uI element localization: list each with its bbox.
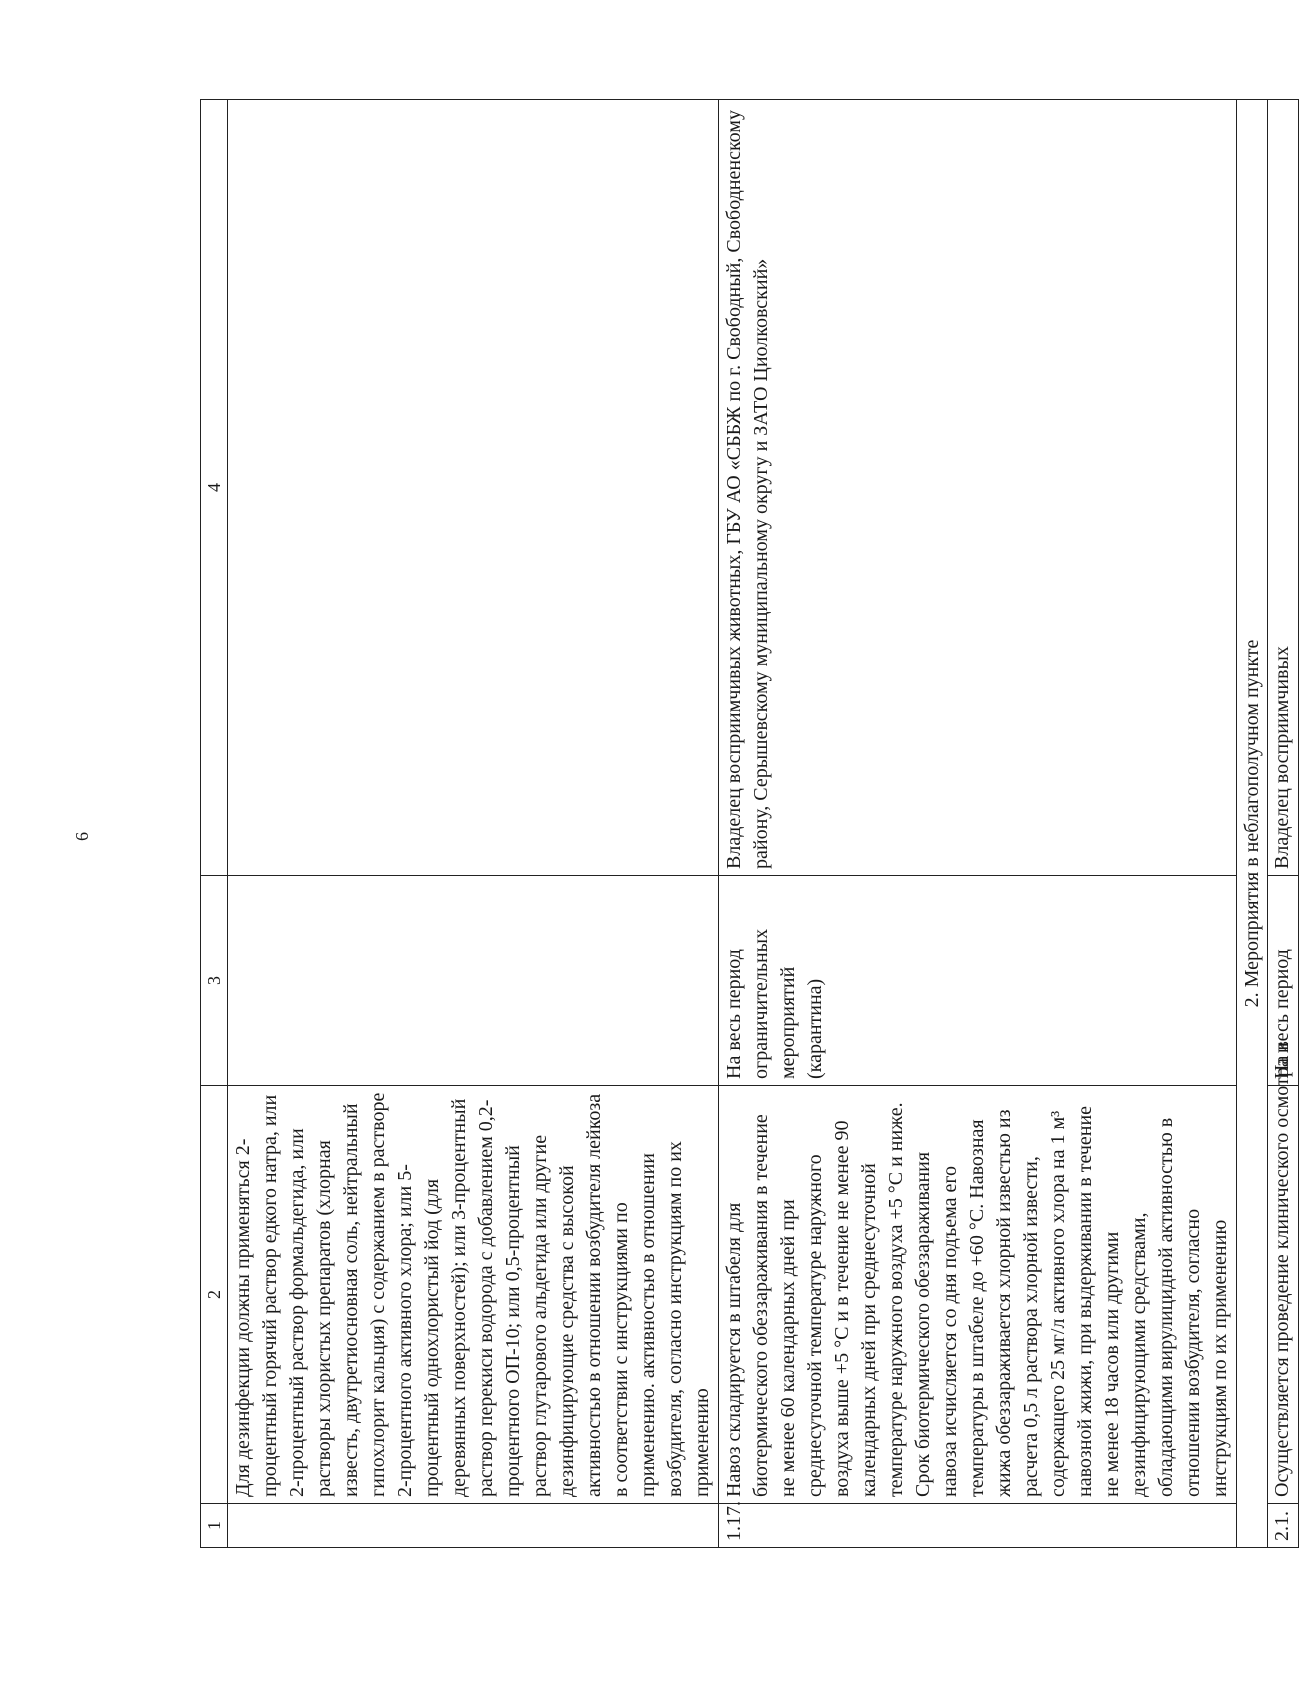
- responsible-text: Владелец восприимчивых: [1268, 100, 1299, 876]
- measures-table: [200, 99, 1299, 1548]
- responsible-text: Владелец восприимчивых животных, ГБУ АО «СББЖ по г. Свободный, Свободненскому району, Серышевскому муниципальному округу и ЗАТО Циолковский»: [719, 100, 1237, 876]
- row-number: [228, 1504, 719, 1548]
- measure-text: Осуществляется проведение клинического осмотра и: [1268, 1086, 1299, 1504]
- table-row: [1268, 100, 1299, 1548]
- section-row: [1237, 100, 1268, 1548]
- term-text: На весь период ограничительных мероприятий (карантина): [719, 876, 1237, 1086]
- header-col-2: 2: [201, 1086, 228, 1504]
- term-text: [228, 876, 719, 1086]
- document-table-rotated: [200, 100, 1293, 1548]
- page-number: 6: [72, 832, 92, 841]
- table-row: [719, 100, 1237, 1548]
- section-title: 2. Мероприятия в неблагополучном пункте: [1237, 100, 1268, 1548]
- row-number: 1.17.: [719, 1504, 1237, 1548]
- measure-text: Для дезинфекции должны применяться 2-процентный горячий раствор едкого натра, или 2-процентный раствор формальдегида, или растворы хлористых препаратов (хлорная известь, двутретиосновная соль, нейтральный гипохлорит кальция) с содержанием в растворе 2-процентного активного хлора; или 5-процентный однохлористый йод (для деревянных поверхностей); или 3-процентный раствор перекиси водорода с добавлением 0,2-процентного ОП-10; или 0,5-процентный раствор глутарового альдегида или другие дезинфицирующие средства с высокой активностью в отношении возбудителя лейкоза в соответствии с инструкциями по применению. активностью в отношении возбудителя, согласно инструкциям по их применению: [228, 1086, 719, 1504]
- measure-text: Навоз складируется в штабеля для биотермического обеззараживания в течение не менее 60 календарных дней при среднесуточной температуре наружного воздуха выше +5 °С и в течение не менее 90 календарных дней при среднесуточной температуре наружного воздуха +5 °С и ниже. Срок биотермического обеззараживания навоза исчисляется со дня подъема его температуры в штабеле до +60 °С. Навозная жижа обеззараживается хлорной известью из расчета 0,5 л раствора хлорной извести, содержащего 25 мг/л активного хлора на 1 м³ навозной жижи, при выдерживании в течение не менее 18 часов или другими дезинфицирующими средствами, обладающими вирулицидной активностью в отношении возбудителя, согласно инструкциям по их применению: [719, 1086, 1237, 1504]
- header-col-3: 3: [201, 876, 228, 1086]
- header-col-4: 4: [201, 100, 228, 876]
- table-header-row: [201, 100, 228, 1548]
- term-text: На весь период: [1268, 876, 1299, 1086]
- responsible-text: [228, 100, 719, 876]
- row-number: 2.1.: [1268, 1504, 1299, 1548]
- table-row: [228, 100, 719, 1548]
- header-col-1: 1: [201, 1504, 228, 1548]
